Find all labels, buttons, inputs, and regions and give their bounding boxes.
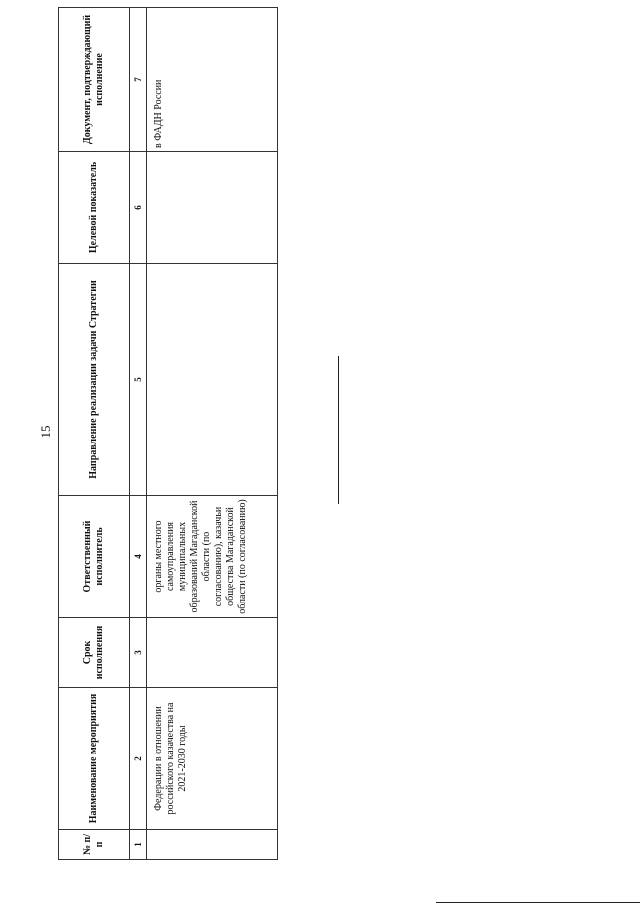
cell-target: [147, 152, 278, 264]
column-number: 3: [130, 618, 147, 688]
column-number: 1: [130, 830, 147, 860]
header-document: Документ, подтверждающий исполнение: [59, 8, 130, 152]
column-number: 2: [130, 688, 147, 830]
header-number: № п/п: [59, 830, 130, 860]
header-direction: Направление реализации задачи Стратегии: [59, 264, 130, 496]
activities-table: [58, 8, 270, 860]
column-number: 4: [130, 496, 147, 618]
column-number: 6: [130, 152, 147, 264]
table-row: [147, 8, 278, 860]
cell-number: [147, 830, 278, 860]
page-number: 15: [38, 425, 53, 439]
cell-event-name: Федерации в отношении российского казачества на 2021-2030 годы: [147, 688, 278, 830]
header-responsible: Ответственный исполнитель: [59, 496, 130, 618]
cell-direction: [147, 264, 278, 496]
footer-line: [436, 902, 640, 903]
header-deadline: Срок исполнения: [59, 618, 130, 688]
column-number-row: [130, 8, 147, 860]
column-number: 5: [130, 264, 147, 496]
column-number: 7: [130, 8, 147, 152]
cell-document: в ФАДН России: [147, 8, 278, 152]
cell-responsible: органы местного самоуправления муниципальных образований Магаданской области (по согласованию), казачьи общества Магаданской области (по согласованию): [147, 496, 278, 618]
end-separator-line: [338, 356, 339, 504]
cell-deadline: [147, 618, 278, 688]
header-target: Целевой показатель: [59, 152, 130, 264]
header-event-name: Наименование мероприятия: [59, 688, 130, 830]
table-header-row: [59, 8, 130, 860]
